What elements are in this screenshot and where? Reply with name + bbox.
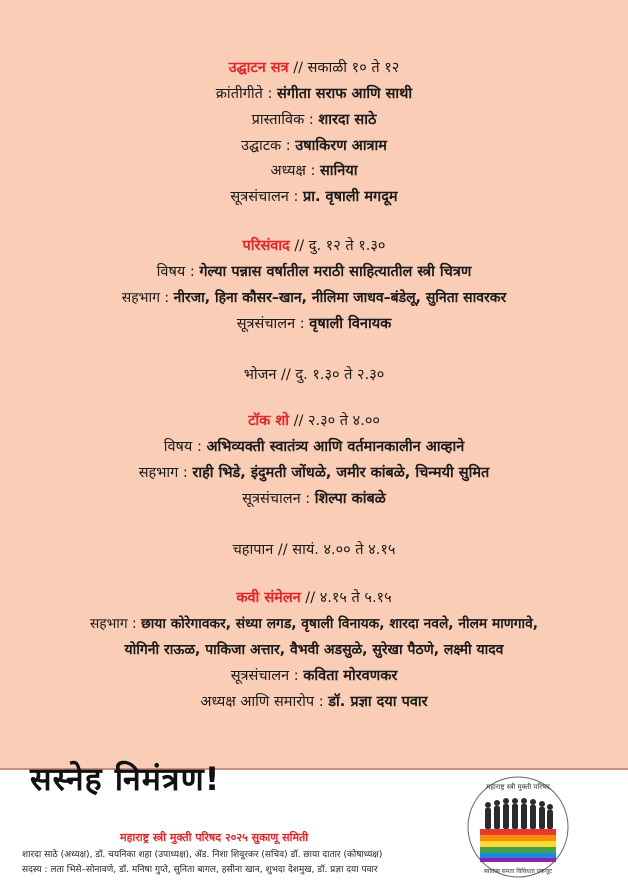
row-value: गेल्या पन्नास वर्षातील मराठी साहित्यातील स्त्री चित्रण bbox=[199, 264, 472, 280]
row-label: अध्यक्ष : bbox=[270, 163, 320, 179]
footer-office-bearers: शारदा साठे (अध्यक्ष), डॉ. चयनिका शहा (उपाध्यक्ष), ॲड. निशा शिवूरकर (सचिव) डॉ. छाया दातार (कोषाध्यक्ष) bbox=[22, 850, 383, 860]
organization-logo bbox=[462, 771, 574, 883]
row-label: अध्यक्ष आणि समारोप : bbox=[200, 694, 329, 710]
session-3-row bbox=[0, 489, 628, 509]
session-time: // ४.१५ ते ५.१५ bbox=[300, 590, 392, 606]
row-label: विषय : bbox=[156, 264, 200, 280]
session-1-row bbox=[0, 161, 628, 181]
row-label: सहभाग : bbox=[89, 616, 142, 632]
row-label: विषय : bbox=[163, 439, 207, 455]
session-time: // सकाळी १० ते १२ bbox=[288, 60, 400, 76]
row-label: सूत्रसंचालन : bbox=[236, 316, 310, 332]
row-value: सानिया bbox=[319, 163, 358, 179]
row-value: कविता मोरवणकर bbox=[303, 668, 398, 684]
session-2-row bbox=[0, 262, 628, 282]
session-time: // २.३० ते ४.०० bbox=[288, 413, 380, 429]
row-value: प्रा. वृषाली मगदूम bbox=[302, 189, 398, 205]
logo-top-text: महाराष्ट्र स्त्री मुक्ती परिषद bbox=[486, 783, 550, 791]
break-lunch: भोजन // दु. १.३० ते २.३० bbox=[243, 367, 385, 383]
break-tea: चहापान // सायं. ४.०० ते ४.१५ bbox=[232, 542, 396, 558]
row-value: नीरजा, हिना कौसर–खान, नीलिमा जाधव–बंडेलू, सुनिता सावरकर bbox=[173, 290, 507, 306]
row-label: सूत्रसंचालन : bbox=[230, 668, 304, 684]
row-value: उषाकिरण आत्राम bbox=[295, 138, 387, 154]
session-4-row bbox=[0, 640, 628, 660]
row-label: सूत्रसंचालन : bbox=[242, 491, 315, 507]
row-label: उद्घाटक : bbox=[241, 138, 296, 154]
session-4-row bbox=[0, 666, 628, 686]
footer-organization: महाराष्ट्र स्त्री मुक्ती परिषद २०२५ सुकाणू समिती bbox=[120, 831, 309, 844]
row-value: छाया कोरेगावकर, संध्या लगड, वृषाली विनायक, शारदा नवले, नीलम माणगावे, bbox=[141, 616, 539, 632]
session-2-row bbox=[0, 314, 628, 334]
session-title: टॉक शो bbox=[248, 413, 289, 429]
session-1-row bbox=[0, 187, 628, 207]
row-label: सूत्रसंचालन : bbox=[230, 189, 303, 205]
logo-bottom-text: स्वातंत्र्य समता विविधता एकजूट bbox=[483, 868, 553, 875]
session-title: परिसंवाद bbox=[242, 238, 290, 254]
logo-emblem-icon bbox=[462, 771, 574, 883]
invitation-heading: सस्नेह निमंत्रण! bbox=[30, 760, 221, 798]
row-value: अभिव्यक्ती स्वातंत्र्य आणि वर्तमानकालीन आव्हाने bbox=[206, 439, 465, 455]
session-title: कवी संमेलन bbox=[236, 590, 301, 606]
row-value: योगिनी राऊळ, पाकिजा अत्तार, वैभवी अडसुळे, सुरेखा पैठणे, लक्ष्मी यादव bbox=[124, 642, 504, 658]
row-value: वृषाली विनायक bbox=[309, 316, 392, 332]
row-value: शिल्पा कांबळे bbox=[314, 491, 386, 507]
session-4-row bbox=[0, 614, 628, 634]
row-value: राही भिडे, इंदुमती जोंधळे, जमीर कांबळे, चिन्मयी सुमित bbox=[192, 465, 490, 481]
session-1-header bbox=[0, 58, 628, 78]
session-4-row bbox=[0, 692, 628, 712]
row-label: सहभाग : bbox=[138, 465, 193, 481]
row-value: डॉ. प्रज्ञा दया पवार bbox=[328, 694, 428, 710]
session-3-row bbox=[0, 463, 628, 483]
session-time: // दु. १२ ते १.३० bbox=[289, 238, 386, 254]
session-1-row bbox=[0, 84, 628, 104]
session-4-header bbox=[0, 588, 628, 608]
row-label: प्रास्ताविक : bbox=[251, 112, 319, 128]
session-2-header bbox=[0, 236, 628, 256]
session-title: उद्घाटन सत्र bbox=[228, 60, 289, 76]
footer-members: सदस्य : लता भिसे–सोनावणे, डॉ. मनिषा गुप्ते, सुनिता बागल, हसीना खान, शुभदा देशमुख, डॉ. प्रज्ञा दया पवार bbox=[22, 865, 378, 875]
session-1-row bbox=[0, 136, 628, 156]
row-value: संगीता सराफ आणि साथी bbox=[277, 86, 413, 102]
session-2-row bbox=[0, 288, 628, 308]
session-3-header bbox=[0, 411, 628, 431]
session-1-row bbox=[0, 110, 628, 130]
row-label: क्रांतीगीते : bbox=[215, 86, 277, 102]
row-value: शारदा साठे bbox=[318, 112, 377, 128]
row-label: सहभाग : bbox=[121, 290, 174, 306]
session-3-row bbox=[0, 437, 628, 457]
